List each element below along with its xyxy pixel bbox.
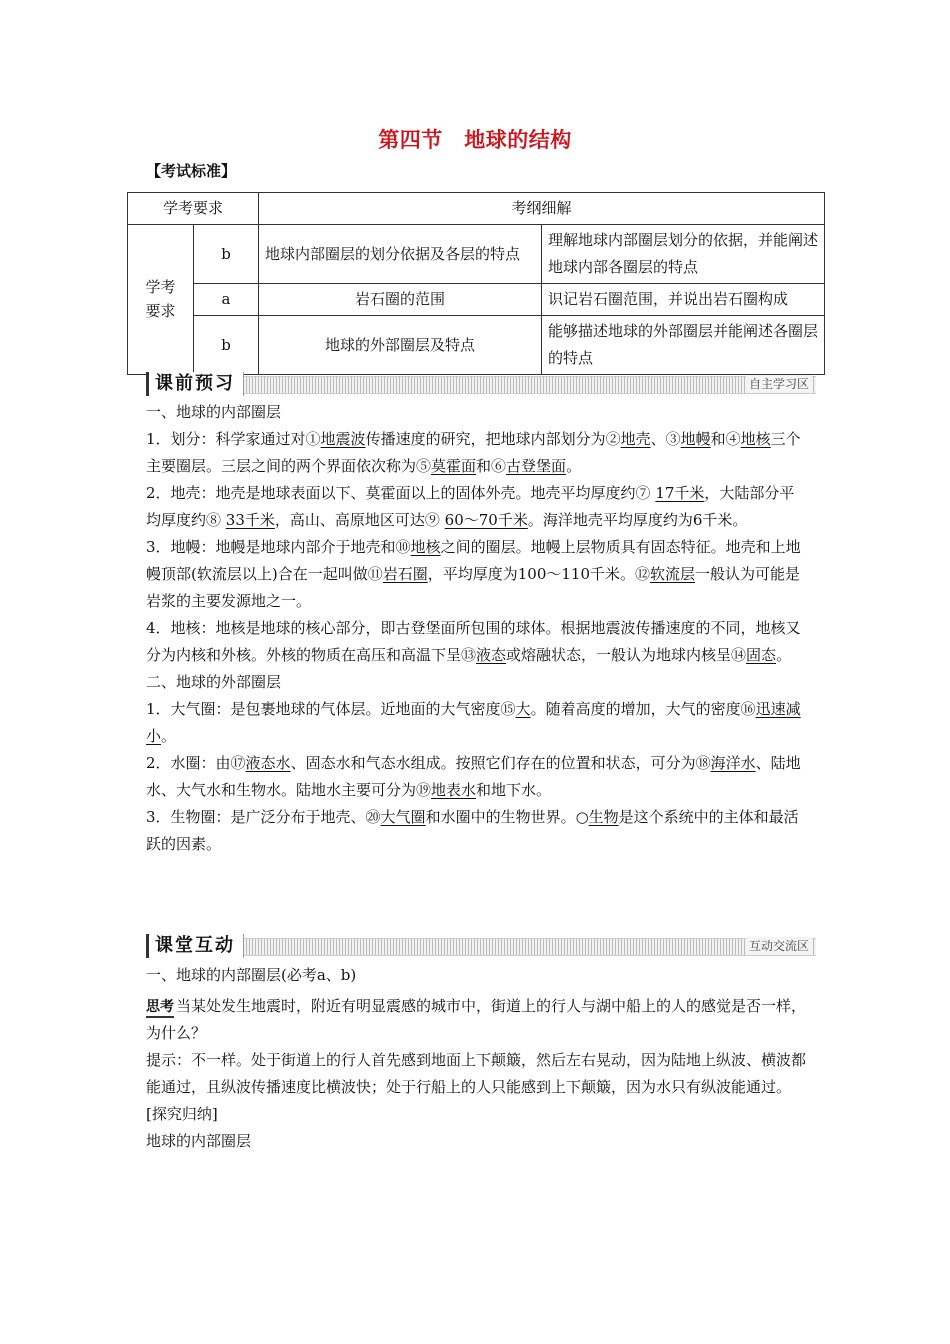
exam-standard-table <box>127 192 825 375</box>
table-cell-detail: 识记岩石圈范围，并说出岩石圈构成 <box>542 284 825 316</box>
paragraph: 3．生物圈：是广泛分布于地壳、⑳大气圈和水圈中的生物世界。○生物是这个系统中的主体和最活跃的因素。 <box>146 808 799 853</box>
table-cell-topic: 地球内部圈层的划分依据及各层的特点 <box>259 225 542 284</box>
table-cell-level: b <box>194 225 259 284</box>
preview-banner <box>146 372 816 396</box>
preview-content <box>146 399 808 858</box>
paragraph: 1．划分：科学家通过对①地震波传播速度的研究，把地球内部划分为②地壳、③地幔和④地核三个主要圈层。三层之间的两个界面依次称为⑤莫霍面和⑥古登堡面。 <box>146 430 801 475</box>
section-title: 第四节 地球的结构 <box>378 128 572 152</box>
banner-title: 课前预习 <box>146 372 244 396</box>
table-cell-topic: 地球的外部圈层及特点 <box>259 316 542 375</box>
table-cell-topic: 岩石圈的范围 <box>259 284 542 316</box>
banner-stripe <box>234 376 816 394</box>
table-header-cell: 学考要求 <box>128 193 259 225</box>
interact-content <box>146 962 808 1155</box>
table-row <box>128 225 825 284</box>
table-header-row <box>128 193 825 225</box>
paragraph: 3．地幔：地幔是地球内部介于地壳和⑩地核之间的圈层。地幔上层物质具有固态特征。地壳和上地幔顶部(软流层以上)合在一起叫做⑪岩石圈，平均厚度为100～110千米。⑫软流层一般认为可能是岩浆的主要发源地之一。 <box>146 538 801 610</box>
table-row <box>128 316 825 375</box>
heading: 二、地球的外部圈层 <box>146 673 282 691</box>
heading: 一、地球的内部圈层(必考a、b) <box>146 966 357 984</box>
interact-banner <box>146 934 816 958</box>
banner-zone-label: 互动交流区 <box>746 937 812 955</box>
sub-heading: 地球的内部圈层 <box>146 1132 252 1150</box>
banner-zone-label: 自主学习区 <box>746 375 812 393</box>
table-header-cell: 考纲细解 <box>259 193 825 225</box>
table-cell-level: a <box>194 284 259 316</box>
table-cell-level: b <box>194 316 259 375</box>
paragraph: 1．大气圈：是包裹地球的气体层。近地面的大气密度⑮大。随着高度的增加，大气的密度⑯迅速减小。 <box>146 700 801 745</box>
heading: 一、地球的内部圈层 <box>146 403 282 421</box>
explore-label: [探究归纳] <box>146 1105 218 1123</box>
paragraph: 2．水圈：由⑰液态水、固态水和气态水组成。按照它们存在的位置和状态，可分为⑱海洋水、陆地水、大气水和生物水。陆地水主要可分为⑲地表水和地下水。 <box>146 754 801 799</box>
paragraph: 4．地核：地核是地球的核心部分，即古登堡面所包围的球体。根据地震波传播速度的不同，地核又分为内核和外核。外核的物质在高压和高温下呈⑬液态或熔融状态，一般认为地球内核呈⑭固态。 <box>146 619 801 664</box>
paragraph: 2．地壳：地壳是地球表面以下、莫霍面以上的固体外壳。地壳平均厚度约⑦ 17千米，大陆部分平均厚度约⑧ 33千米，高山、高原地区可达⑨ 60～70千米。海洋地壳平均厚度约为6千米。 <box>146 484 795 529</box>
think-label: 思考 <box>146 998 174 1018</box>
table-cell-detail: 能够描述地球的外部圈层并能阐述各圈层的特点 <box>542 316 825 375</box>
table-row <box>128 284 825 316</box>
exam-standard-label: 【考试标准】 <box>146 162 237 180</box>
table-group-label: 学考要求 <box>128 225 194 375</box>
answer-paragraph: 提示：不一样。处于街道上的行人首先感到地面上下颠簸，然后左右晃动，因为陆地上纵波、横波都能通过，且纵波传播速度比横波快；处于行船上的人只能感到上下颠簸，因为水只有纵波能通过。 <box>146 1051 807 1096</box>
think-question: 思考 当某处发生地震时，附近有明显震感的城市中，街道上的行人与湖中船上的人的感觉是否一样，为什么？ <box>146 997 807 1042</box>
banner-stripe <box>234 938 816 956</box>
table-cell-detail: 理解地球内部圈层划分的依据，并能阐述地球内部各圈层的特点 <box>542 225 825 284</box>
banner-title: 课堂互动 <box>146 934 244 958</box>
